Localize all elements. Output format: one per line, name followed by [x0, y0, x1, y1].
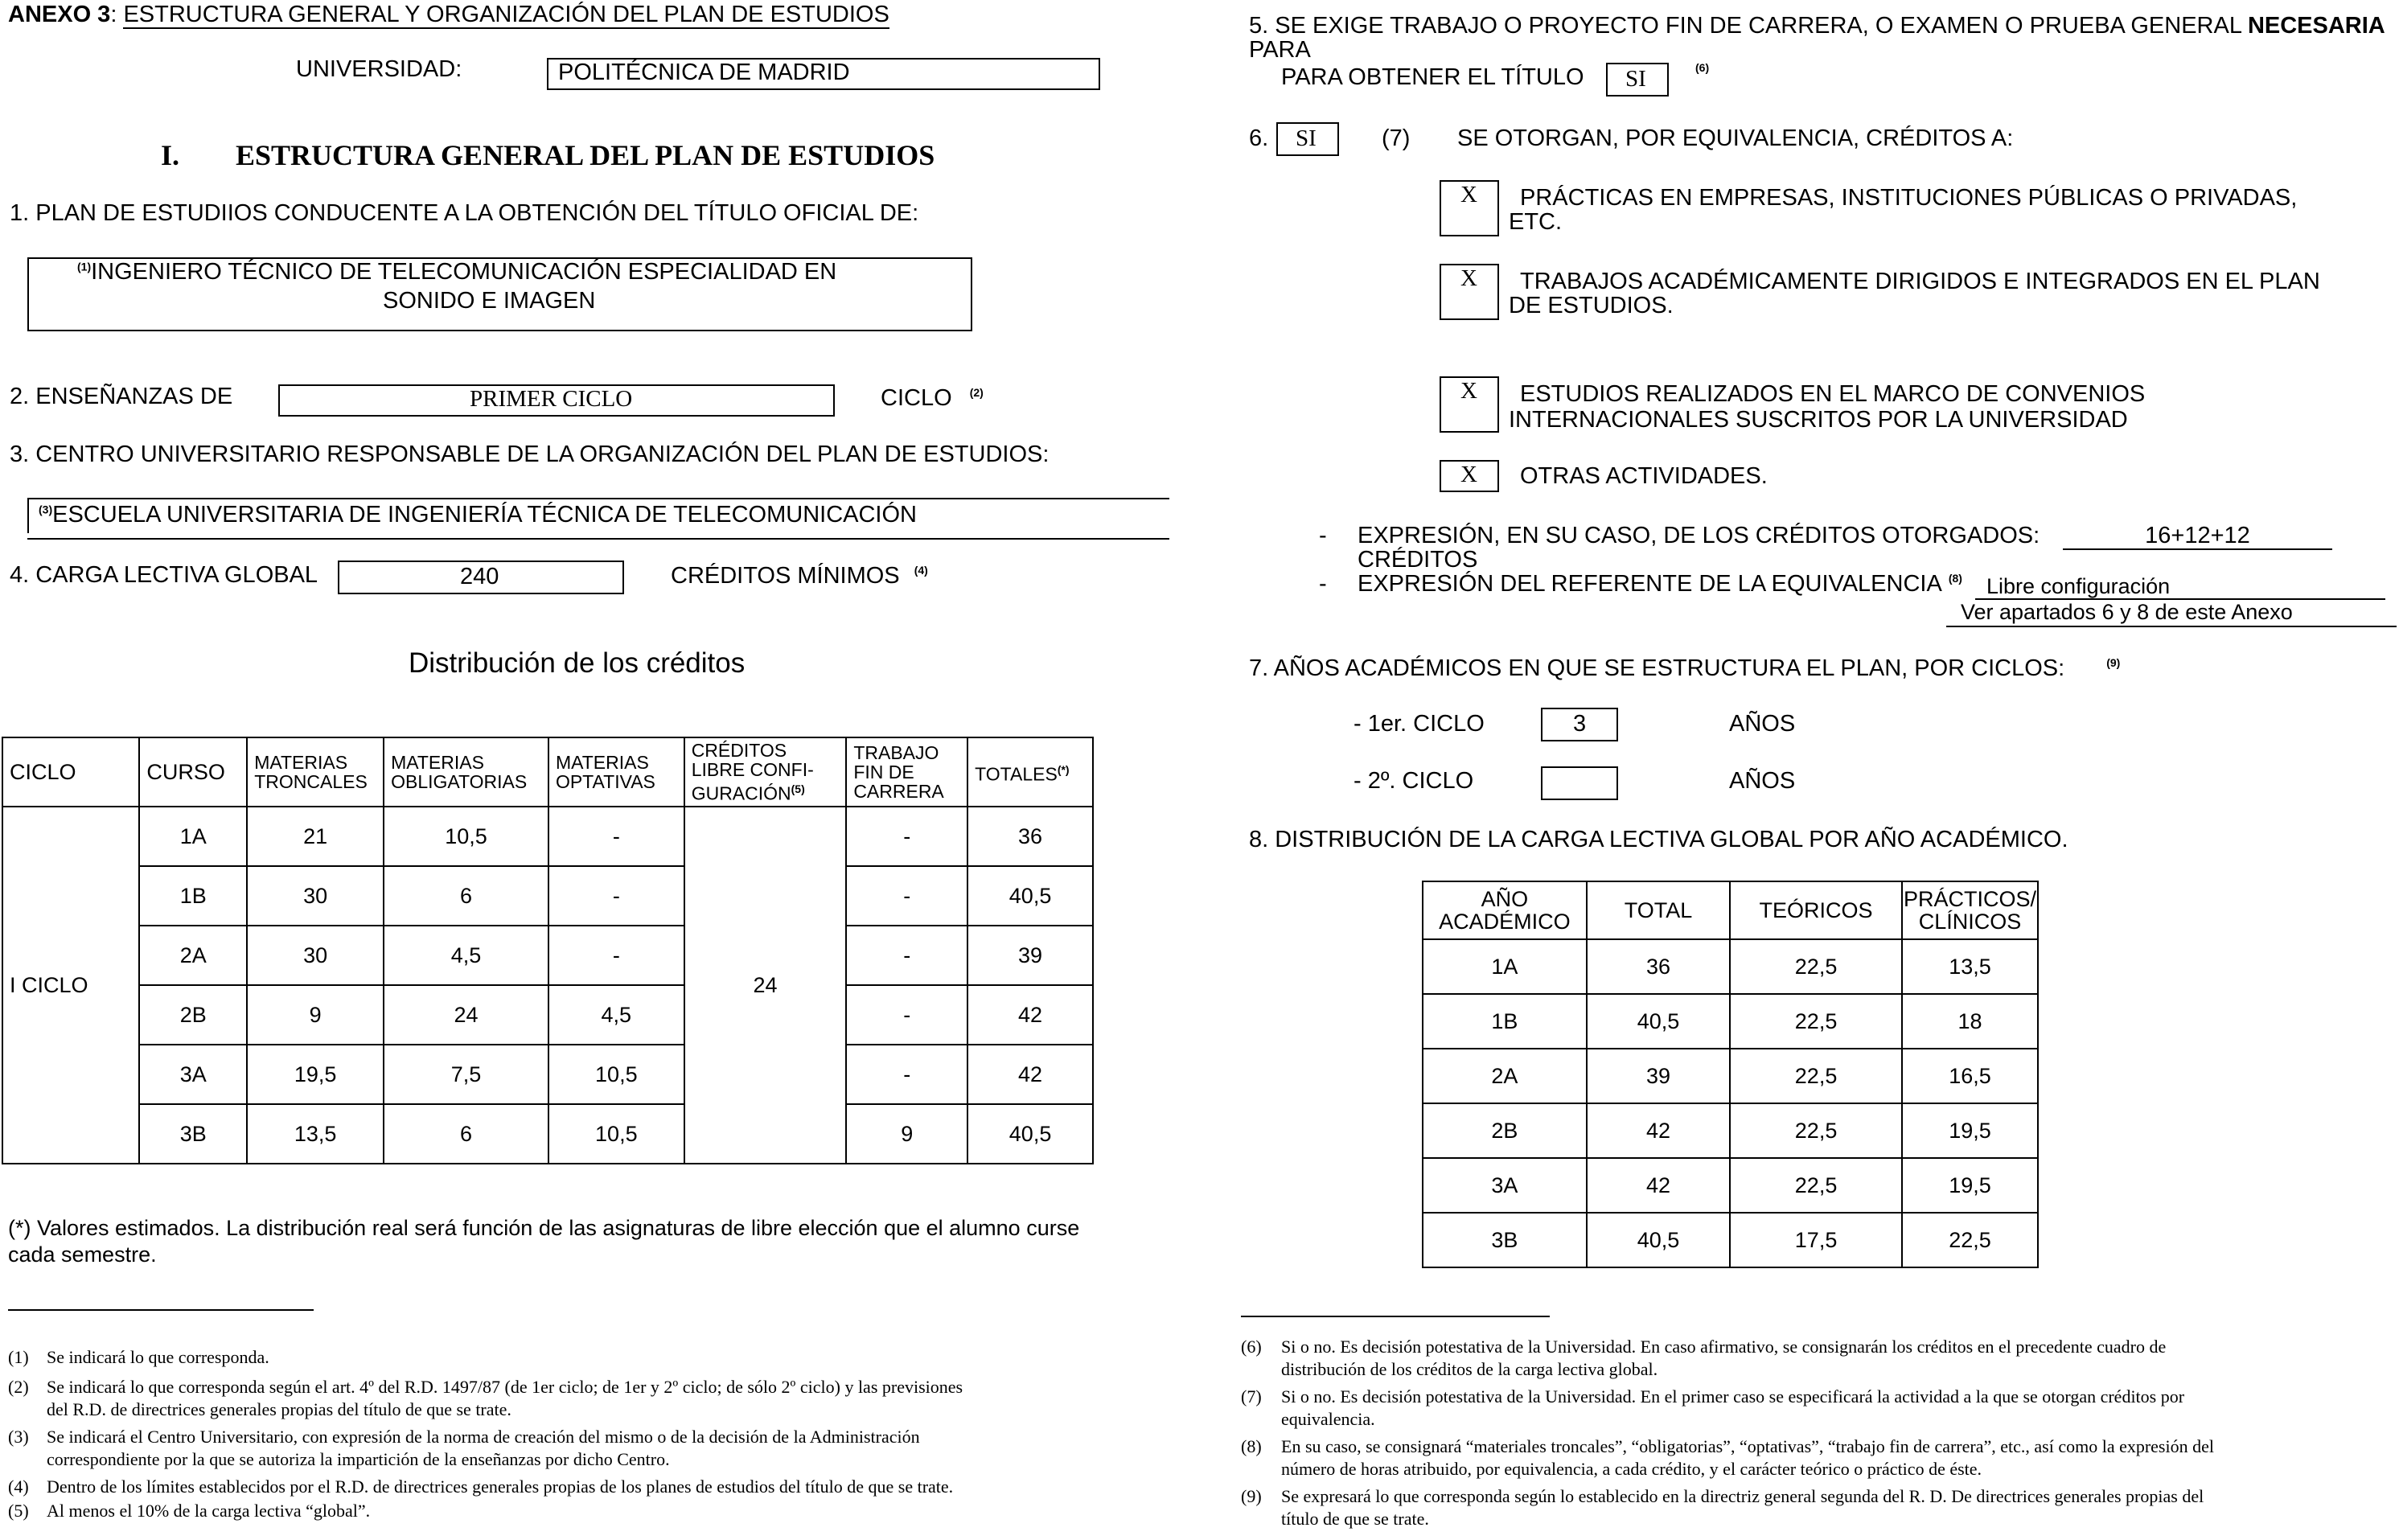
option-estudios-line2: INTERNACIONALES SUSCRITOS POR LA UNIVERSIDAD	[1509, 407, 2128, 433]
item4-suffix: CRÉDITOS MÍNIMOS	[671, 563, 900, 589]
cell-curso: 3B	[139, 1104, 247, 1164]
annual-table-header	[1423, 881, 2038, 939]
university-value: POLITÉCNICA DE MADRID	[558, 60, 850, 85]
cell-total: 40,5	[1587, 994, 1730, 1049]
item3-bottom-line	[27, 538, 1169, 540]
item7-ciclo1-field	[1541, 708, 1618, 741]
cell-ano: 3B	[1423, 1213, 1587, 1267]
item8-label: 8. DISTRIBUCIÓN DE LA CARGA LECTIVA GLOBAL POR AÑO ACADÉMICO.	[1249, 827, 2068, 852]
footnote-3-text: Se indicará el Centro Universitario, con expresión de la norma de creación del mismo o de la decisión de la Administración	[47, 1427, 920, 1447]
cell-practicos: 13,5	[1902, 939, 2038, 994]
cell-teoricos: 22,5	[1730, 939, 1902, 994]
cell-totales: 39	[967, 926, 1093, 985]
cell-optativas: 10,5	[548, 1104, 684, 1164]
header-curso: CURSO	[139, 737, 247, 807]
footnote-8-text-2: número de horas atribuido, por equivalencia, a cada crédito, y el carácter teórico o práctico de éste.	[1281, 1459, 1982, 1479]
header-ciclo: CICLO	[2, 737, 139, 807]
item4-value: 240	[460, 564, 499, 589]
footnote-2-text: Se indicará lo que corresponda según el art. 4º del R.D. 1497/87 (de 1er ciclo; de 1er y 2º ciclo; de sólo 2º ciclo) y las previsiones	[47, 1377, 963, 1397]
expr2-line2: Ver apartados 6 y 8 de este Anexo	[1961, 600, 2293, 624]
footnote-1-num: (1)	[8, 1347, 29, 1367]
cell-teoricos: 22,5	[1730, 1049, 1902, 1103]
item7-ciclo1: - 1er. CICLO	[1354, 711, 1485, 737]
expr1-label: EXPRESIÓN, EN SU CASO, DE LOS CRÉDITOS OTORGADOS:	[1358, 523, 2040, 548]
cell-totales: 40,5	[967, 866, 1093, 926]
item3-top-line	[27, 498, 1169, 499]
footnote-5-num: (5)	[8, 1501, 29, 1521]
cell-total: 36	[1587, 939, 1730, 994]
cell-troncales: 9	[247, 985, 384, 1045]
cell-curso: 2A	[139, 926, 247, 985]
table-row	[2, 926, 1093, 985]
item7-ciclo2-field	[1541, 766, 1618, 800]
footnote-9-text: Se expresará lo que corresponda según lo establecido en la directriz general segunda del R. D. De directrices generales propias del	[1281, 1486, 2204, 1506]
cell-curso: 1A	[139, 807, 247, 866]
cell-ano: 2A	[1423, 1049, 1587, 1103]
option-trabajos-line2: DE ESTUDIOS.	[1509, 293, 1674, 318]
footnote-3-text-2: correspondiente por la que se autoriza la impartición de la enseñanzas por dicho Centro.	[47, 1449, 670, 1469]
table-row	[1423, 1213, 2038, 1267]
cell-teoricos: 22,5	[1730, 994, 1902, 1049]
table-row	[1423, 1049, 2038, 1103]
item6-note: (7)	[1382, 125, 1411, 151]
footnote-6-text-2: distribución de los créditos de la carga lectiva global.	[1281, 1359, 1658, 1379]
cell-total: 42	[1587, 1158, 1730, 1213]
cell-curso: 3A	[139, 1045, 247, 1104]
table-row	[2, 1045, 1093, 1104]
item7-label: 7. AÑOS ACADÉMICOS EN QUE SE ESTRUCTURA EL PLAN, POR CICLOS:	[1249, 655, 2065, 681]
option-estudios-line1: ESTUDIOS REALIZADOS EN EL MARCO DE CONVENIOS	[1520, 381, 2146, 407]
cell-trabajo: -	[846, 1045, 967, 1104]
footnote-6-num: (6)	[1241, 1337, 1262, 1357]
item1-box	[27, 257, 972, 331]
ciclo-cell: I CICLO	[2, 807, 139, 1164]
cell-practicos: 18	[1902, 994, 2038, 1049]
option-practicas-line1: PRÁCTICAS EN EMPRESAS, INSTITUCIONES PÚBLICAS O PRIVADAS,	[1520, 185, 2298, 211]
cell-obligatorias: 7,5	[384, 1045, 548, 1104]
item7-ciclo2: - 2º. CICLO	[1354, 768, 1474, 794]
cell-optativas: 10,5	[548, 1045, 684, 1104]
item3-label: 3. CENTRO UNIVERSITARIO RESPONSABLE DE LA ORGANIZACIÓN DEL PLAN DE ESTUDIOS:	[10, 441, 1050, 467]
cell-ano: 3A	[1423, 1158, 1587, 1213]
university-field	[547, 58, 1100, 90]
item5-line1: 5. SE EXIGE TRABAJO O PROYECTO FIN DE CARRERA, O EXAMEN O PRUEBA GENERAL NECESARIA	[1249, 13, 2385, 39]
item7-years-2: AÑOS	[1729, 768, 1796, 794]
footnote-separator-left	[8, 1309, 314, 1311]
footnote-8-num: (8)	[1241, 1436, 1262, 1456]
footnote-9-num: (9)	[1241, 1486, 1262, 1506]
footnote-3-num: (3)	[8, 1427, 29, 1447]
cell-practicos: 16,5	[1902, 1049, 2038, 1103]
option-practicas-checkbox[interactable]	[1440, 180, 1499, 236]
section-number: I.	[161, 139, 180, 171]
expr2-underline-2	[1946, 626, 2397, 627]
cell-teoricos: 22,5	[1730, 1103, 1902, 1158]
item2-value: PRIMER CICLO	[470, 386, 633, 412]
cell-obligatorias: 6	[384, 866, 548, 926]
cell-troncales: 30	[247, 866, 384, 926]
cell-trabajo: 9	[846, 1104, 967, 1164]
item3-left-line	[27, 498, 29, 533]
item3-note: (3)	[39, 503, 53, 516]
cell-troncales: 30	[247, 926, 384, 985]
item5-note: (6)	[1695, 61, 1710, 74]
cell-optativas: -	[548, 926, 684, 985]
cell-obligatorias: 6	[384, 1104, 548, 1164]
university-label: UNIVERSIDAD:	[296, 56, 462, 82]
cell-total: 40,5	[1587, 1213, 1730, 1267]
credit-table-header	[2, 737, 1093, 807]
item6-text: SE OTORGAN, POR EQUIVALENCIA, CRÉDITOS A:	[1457, 125, 2014, 151]
table-row	[2, 866, 1093, 926]
cell-obligatorias: 4,5	[384, 926, 548, 985]
item5-field	[1606, 63, 1669, 97]
table-row	[2, 1104, 1093, 1164]
cell-troncales: 21	[247, 807, 384, 866]
option-estudios-checkbox[interactable]	[1440, 376, 1499, 433]
cell-curso: 1B	[139, 866, 247, 926]
header-trabajo: TRABAJO FIN DE CARRERA	[846, 737, 967, 807]
cell-trabajo: -	[846, 985, 967, 1045]
item7-years-1: AÑOS	[1729, 711, 1796, 737]
header-libre: CRÉDITOS LIBRE CONFI- GURACIÓN$^{(5)}$	[684, 737, 847, 807]
credit-distribution-table	[2, 737, 1094, 1164]
header-troncales: MATERIAS TRONCALES	[247, 737, 384, 807]
item7-ciclo1-value: 3	[1573, 711, 1587, 737]
item5-line2: PARA	[1249, 37, 1311, 63]
cell-totales: 42	[967, 985, 1093, 1045]
cell-total: 39	[1587, 1049, 1730, 1103]
table-row	[1423, 939, 2038, 994]
cell-teoricos: 22,5	[1730, 1158, 1902, 1213]
annex-title: ESTRUCTURA GENERAL Y ORGANIZACIÓN DEL PLAN DE ESTUDIOS	[123, 2, 889, 27]
annex-header: ANEXO 3: ESTRUCTURA GENERAL Y ORGANIZACIÓN DEL PLAN DE ESTUDIOS	[8, 2, 889, 27]
footnote-7-num: (7)	[1241, 1386, 1262, 1407]
annex-number: ANEXO 3	[8, 2, 111, 27]
distribution-title: Distribución de los créditos	[409, 647, 746, 679]
item2-note: (2)	[969, 386, 984, 400]
item1-note: (1)	[77, 260, 92, 273]
option-otras-line1: OTRAS ACTIVIDADES.	[1520, 463, 1768, 489]
footnote-4-text: Dentro de los límites establecidos por el R.D. de directrices generales propias de los planes de estudios del título de que se trate.	[47, 1476, 954, 1497]
cell-practicos: 19,5	[1902, 1158, 2038, 1213]
option-otras-mark: X	[1460, 462, 1477, 487]
header-totales: TOTALES(*)	[967, 737, 1093, 807]
cell-ano: 1A	[1423, 939, 1587, 994]
item1-label: 1. PLAN DE ESTUDIIOS CONDUCENTE A LA OBTENCIÓN DEL TÍTULO OFICIAL DE:	[10, 200, 919, 226]
cell-obligatorias: 10,5	[384, 807, 548, 866]
expr2-value: Libre configuración	[1986, 574, 2171, 598]
cell-trabajo: -	[846, 866, 967, 926]
expr2-note: (8)	[1948, 572, 1962, 585]
cell-obligatorias: 24	[384, 985, 548, 1045]
cell-troncales: 13,5	[247, 1104, 384, 1164]
expr1-value: 16+12+12	[2145, 523, 2250, 548]
cell-totales: 42	[967, 1045, 1093, 1104]
cell-practicos: 19,5	[1902, 1103, 2038, 1158]
item6-num: 6.	[1249, 125, 1269, 151]
footnote-7-text-2: equivalencia.	[1281, 1409, 1375, 1429]
item5-value: SI	[1625, 66, 1646, 92]
header-ano: AÑO ACADÉMICO	[1423, 881, 1587, 939]
item3-value: ESCUELA UNIVERSITARIA DE INGENIERÍA TÉCNICA DE TELECOMUNICACIÓN	[52, 502, 917, 528]
cell-optativas: -	[548, 866, 684, 926]
header-practicos: PRÁCTICOS/ CLÍNICOS	[1902, 881, 2038, 939]
footnote-8-text: En su caso, se consignará “materiales troncales”, “obligatorias”, “optativas”, “trabajo fin de carrera”, etc., así como la expresión del	[1281, 1436, 2214, 1456]
cell-optativas: 4,5	[548, 985, 684, 1045]
item6-value: SI	[1296, 125, 1317, 151]
libre-cell: 24	[684, 807, 847, 1164]
table-row	[1423, 1158, 2038, 1213]
header-total: TOTAL	[1587, 881, 1730, 939]
cell-curso: 2B	[139, 985, 247, 1045]
option-estudios-mark: X	[1460, 378, 1477, 404]
option-practicas-line2: ETC.	[1509, 209, 1563, 235]
footnote-2-num: (2)	[8, 1377, 29, 1397]
item1-line1: INGENIERO TÉCNICO DE TELECOMUNICACIÓN ESPECIALIDAD EN	[91, 259, 837, 285]
header-obligatorias: MATERIAS OBLIGATORIAS	[384, 737, 548, 807]
item6-field	[1276, 122, 1339, 156]
item1-line2: SONIDO E IMAGEN	[383, 288, 596, 314]
item5-line3: PARA OBTENER EL TÍTULO	[1281, 64, 1584, 90]
cell-optativas: -	[548, 807, 684, 866]
item4-field	[338, 561, 624, 594]
table-row	[2, 807, 1093, 866]
cell-totales: 40,5	[967, 1104, 1093, 1164]
table-row	[2, 985, 1093, 1045]
option-otras-checkbox[interactable]	[1440, 460, 1499, 492]
footnote-separator-right	[1241, 1316, 1550, 1317]
item2-suffix: CICLO	[881, 385, 952, 411]
cell-teoricos: 17,5	[1730, 1213, 1902, 1267]
cell-practicos: 22,5	[1902, 1213, 2038, 1267]
item2-field	[278, 384, 835, 417]
cell-ano: 2B	[1423, 1103, 1587, 1158]
section-title: ESTRUCTURA GENERAL DEL PLAN DE ESTUDIOS	[236, 139, 935, 171]
expr2-label: EXPRESIÓN DEL REFERENTE DE LA EQUIVALENCIA	[1358, 571, 1942, 597]
cell-ano: 1B	[1423, 994, 1587, 1049]
option-trabajos-checkbox[interactable]	[1440, 264, 1499, 320]
option-trabajos-line1: TRABAJOS ACADÉMICAMENTE DIRIGIDOS E INTEGRADOS EN EL PLAN	[1520, 269, 2320, 294]
expr1-underline	[2063, 548, 2332, 550]
cell-trabajo: -	[846, 926, 967, 985]
header-optativas: MATERIAS OPTATIVAS	[548, 737, 684, 807]
option-trabajos-mark: X	[1460, 265, 1477, 291]
footnote-4-num: (4)	[8, 1476, 29, 1497]
table-row	[1423, 1103, 2038, 1158]
cell-totales: 36	[967, 807, 1093, 866]
expr1-line2: CRÉDITOS	[1358, 547, 1478, 573]
item4-label: 4. CARGA LECTIVA GLOBAL	[10, 562, 318, 588]
estimated-note-line1: (*) Valores estimados. La distribución real será función de las asignaturas de libre elección que el alumno curse	[8, 1216, 1080, 1240]
item4-note: (4)	[914, 564, 928, 577]
cell-total: 42	[1587, 1103, 1730, 1158]
footnote-6-text: Si o no. Es decisión potestativa de la Universidad. En caso afirmativo, se consignarán los créditos en el precedente cuadro de	[1281, 1337, 2167, 1357]
item2-label: 2. ENSEÑANZAS DE	[10, 384, 233, 409]
footnote-5-text: Al menos el 10% de la carga lectiva “global”.	[47, 1501, 371, 1521]
footnote-7-text: Si o no. Es decisión potestativa de la Universidad. En el primer caso se especificará la actividad a la que se otorgan créditos por	[1281, 1386, 2185, 1407]
footnote-9-text-2: título de que se trate.	[1281, 1509, 1429, 1529]
estimated-note-line2: cada semestre.	[8, 1242, 157, 1267]
option-practicas-mark: X	[1460, 182, 1477, 207]
cell-trabajo: -	[846, 807, 967, 866]
header-teoricos: TEÓRICOS	[1730, 881, 1902, 939]
footnote-2-text-2: del R.D. de directrices generales propias del título de que se trate.	[47, 1399, 511, 1419]
footnote-1-text: Se indicará lo que corresponda.	[47, 1347, 269, 1367]
cell-troncales: 19,5	[247, 1045, 384, 1104]
table-row	[1423, 994, 2038, 1049]
item7-note: (9)	[2106, 656, 2121, 670]
annual-load-table	[1422, 881, 2039, 1268]
